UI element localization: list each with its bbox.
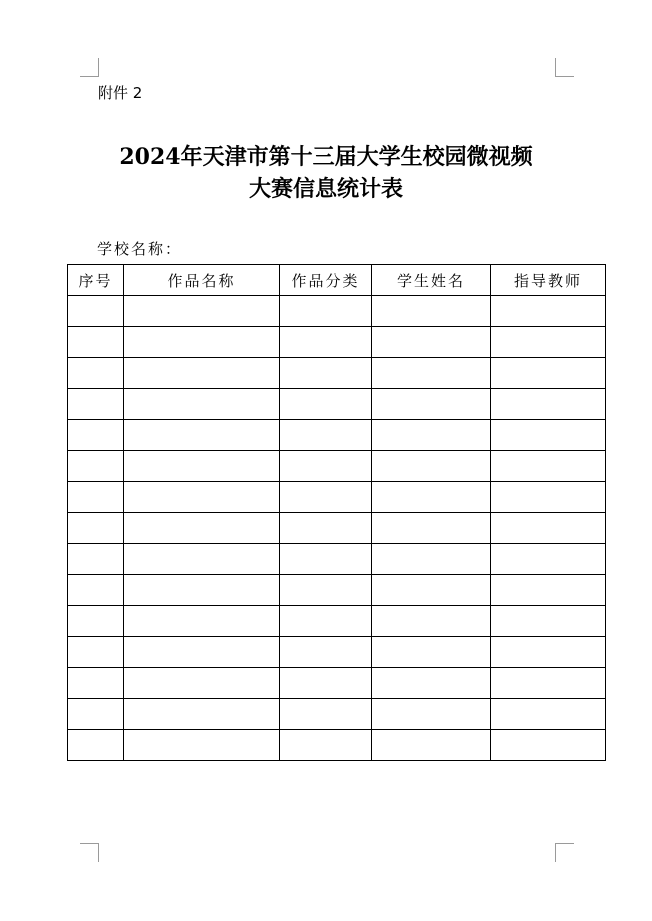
- table-cell[interactable]: [491, 606, 606, 637]
- table-row: [68, 296, 606, 327]
- table-row: [68, 358, 606, 389]
- table-cell[interactable]: [491, 637, 606, 668]
- table-cell[interactable]: [491, 575, 606, 606]
- table-row: [68, 637, 606, 668]
- table-cell[interactable]: [68, 637, 124, 668]
- table-cell[interactable]: [280, 482, 372, 513]
- column-header-work-name: 作品名称: [124, 265, 280, 296]
- table-cell[interactable]: [372, 420, 491, 451]
- table-cell[interactable]: [124, 482, 280, 513]
- table-cell[interactable]: [280, 730, 372, 761]
- table-cell[interactable]: [68, 327, 124, 358]
- table-cell[interactable]: [68, 451, 124, 482]
- crop-mark-top-left: [80, 58, 99, 77]
- table-cell[interactable]: [124, 544, 280, 575]
- table-cell[interactable]: [372, 482, 491, 513]
- table-cell[interactable]: [124, 420, 280, 451]
- school-name-label: 学校名称：: [97, 240, 183, 258]
- table-cell[interactable]: [124, 327, 280, 358]
- table-cell[interactable]: [68, 668, 124, 699]
- table-cell[interactable]: [491, 668, 606, 699]
- table-header-row: [68, 265, 606, 296]
- table-cell[interactable]: [491, 420, 606, 451]
- attachment-label: 附件 2: [98, 84, 143, 102]
- table-cell[interactable]: [280, 575, 372, 606]
- table-cell[interactable]: [491, 482, 606, 513]
- table-cell[interactable]: [372, 575, 491, 606]
- table-cell[interactable]: [68, 544, 124, 575]
- crop-mark-bottom-left: [80, 843, 99, 862]
- table-cell[interactable]: [491, 730, 606, 761]
- table-cell[interactable]: [280, 358, 372, 389]
- table-cell[interactable]: [68, 699, 124, 730]
- table-cell[interactable]: [372, 668, 491, 699]
- table-row: [68, 513, 606, 544]
- table-cell[interactable]: [491, 544, 606, 575]
- table-cell[interactable]: [372, 358, 491, 389]
- table-cell[interactable]: [124, 389, 280, 420]
- crop-mark-bottom-right: [555, 843, 574, 862]
- table-cell[interactable]: [280, 327, 372, 358]
- table-row: [68, 699, 606, 730]
- table-row: [68, 668, 606, 699]
- table-row: [68, 575, 606, 606]
- table-cell[interactable]: [124, 730, 280, 761]
- table-cell[interactable]: [372, 389, 491, 420]
- table-cell[interactable]: [124, 637, 280, 668]
- table-row: [68, 420, 606, 451]
- table-cell[interactable]: [491, 389, 606, 420]
- table-cell[interactable]: [491, 327, 606, 358]
- table-cell[interactable]: [280, 606, 372, 637]
- table-cell[interactable]: [124, 699, 280, 730]
- table-body: [68, 296, 606, 761]
- table-cell[interactable]: [280, 389, 372, 420]
- info-table: [67, 264, 606, 761]
- table-cell[interactable]: [491, 513, 606, 544]
- table-cell[interactable]: [491, 451, 606, 482]
- table-cell[interactable]: [372, 544, 491, 575]
- table-cell[interactable]: [280, 668, 372, 699]
- table-cell[interactable]: [280, 451, 372, 482]
- document-title-line-1: 2024年天津市第十三届大学生校园微视频: [119, 144, 533, 170]
- table-cell[interactable]: [372, 699, 491, 730]
- table-row: [68, 606, 606, 637]
- table-cell[interactable]: [372, 513, 491, 544]
- table-cell[interactable]: [372, 730, 491, 761]
- table-row: [68, 730, 606, 761]
- table-cell[interactable]: [124, 513, 280, 544]
- table-cell[interactable]: [68, 606, 124, 637]
- column-header-index: 序号: [68, 265, 124, 296]
- table-cell[interactable]: [68, 358, 124, 389]
- table-cell[interactable]: [68, 296, 124, 327]
- table-cell[interactable]: [372, 637, 491, 668]
- table-cell[interactable]: [280, 296, 372, 327]
- table-cell[interactable]: [280, 544, 372, 575]
- table-cell[interactable]: [124, 358, 280, 389]
- table-cell[interactable]: [124, 575, 280, 606]
- table-cell[interactable]: [68, 513, 124, 544]
- document-title-line-2: 大赛信息统计表: [248, 176, 403, 202]
- column-header-advisor: 指导教师: [491, 265, 606, 296]
- table-row: [68, 327, 606, 358]
- table-cell[interactable]: [491, 358, 606, 389]
- table-cell[interactable]: [68, 420, 124, 451]
- table-cell[interactable]: [124, 606, 280, 637]
- table-cell[interactable]: [124, 296, 280, 327]
- table-cell[interactable]: [68, 730, 124, 761]
- table-cell[interactable]: [491, 296, 606, 327]
- column-header-student-name: 学生姓名: [372, 265, 491, 296]
- table-cell[interactable]: [280, 513, 372, 544]
- table-cell[interactable]: [372, 451, 491, 482]
- table-cell[interactable]: [372, 327, 491, 358]
- table-row: [68, 451, 606, 482]
- table-cell[interactable]: [372, 296, 491, 327]
- table-cell[interactable]: [124, 451, 280, 482]
- table-cell[interactable]: [280, 699, 372, 730]
- crop-mark-top-right: [555, 58, 574, 77]
- table-cell[interactable]: [280, 637, 372, 668]
- table-cell[interactable]: [372, 606, 491, 637]
- table-row: [68, 482, 606, 513]
- table-cell[interactable]: [68, 389, 124, 420]
- table-cell[interactable]: [124, 668, 280, 699]
- table-row: [68, 544, 606, 575]
- table-row: [68, 389, 606, 420]
- table-cell[interactable]: [491, 699, 606, 730]
- table-cell[interactable]: [68, 575, 124, 606]
- column-header-work-category: 作品分类: [280, 265, 372, 296]
- table-cell[interactable]: [280, 420, 372, 451]
- table-cell[interactable]: [68, 482, 124, 513]
